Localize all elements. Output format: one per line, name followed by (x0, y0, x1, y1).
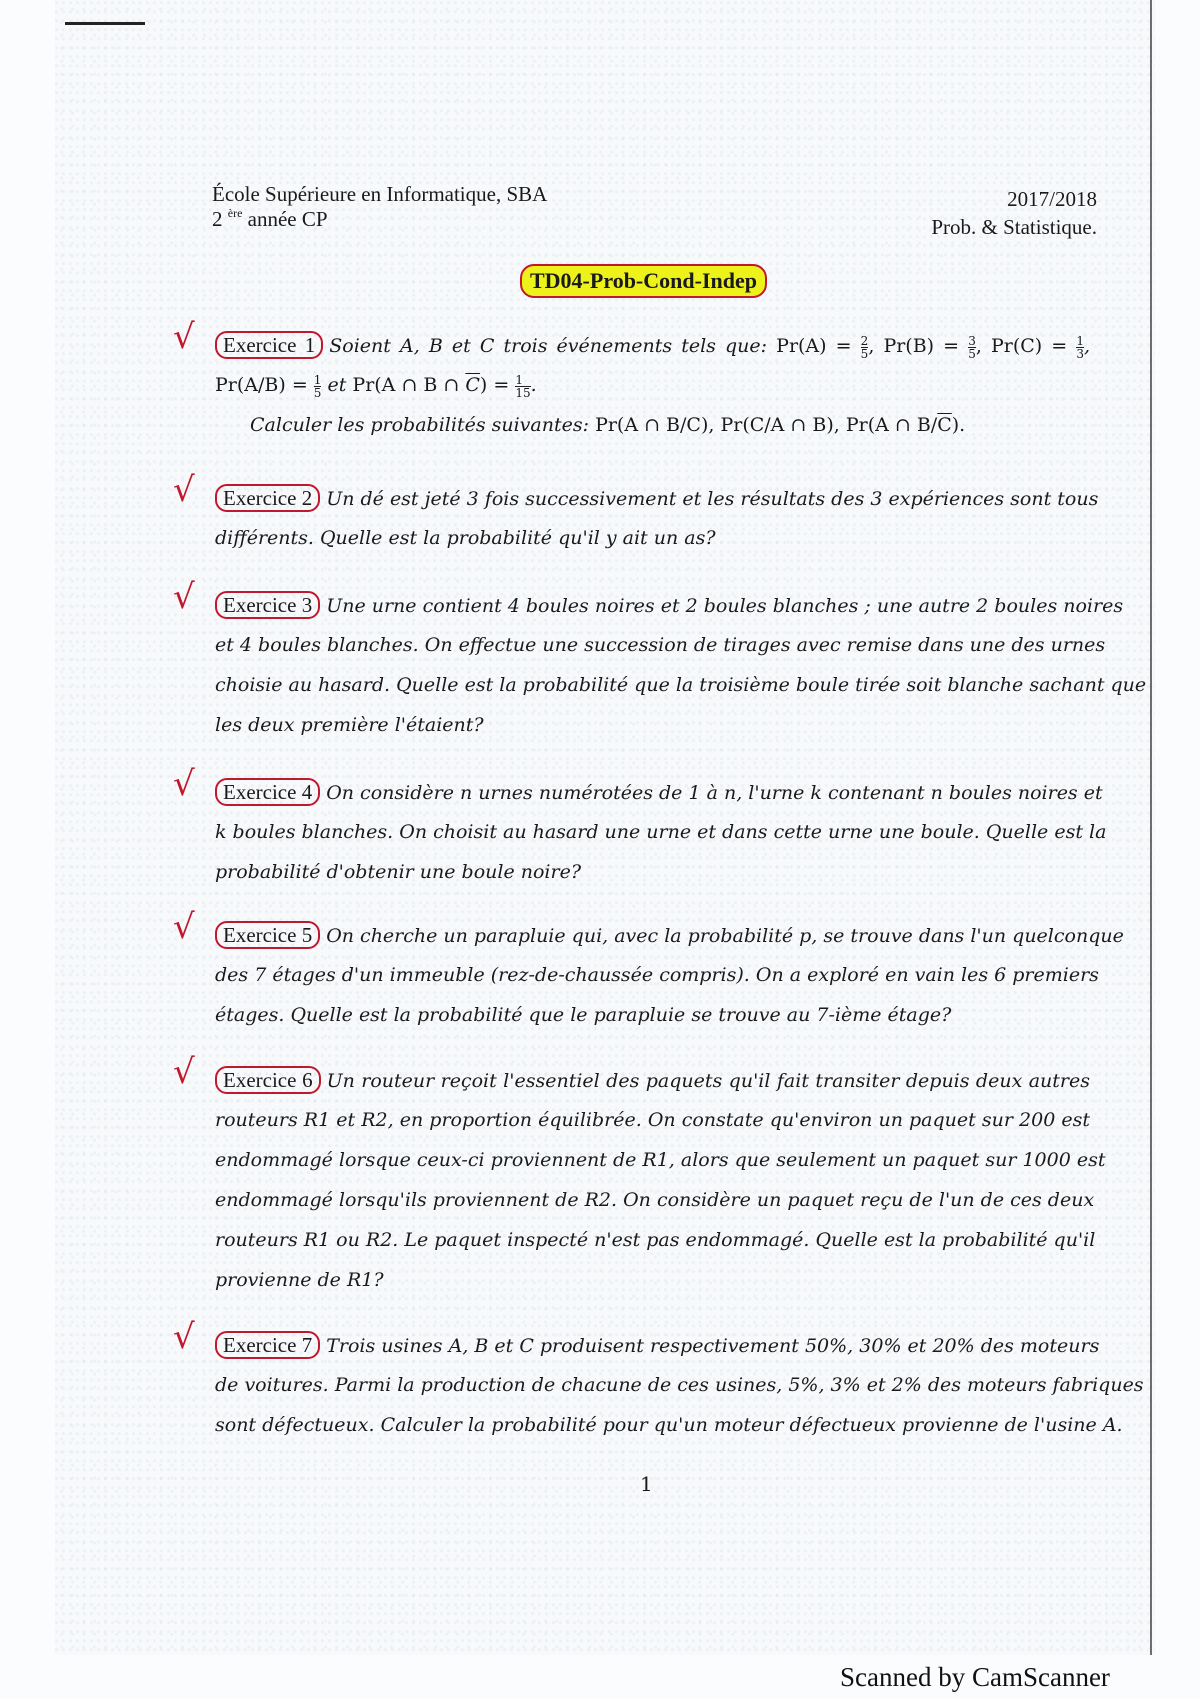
exercise-line (215, 955, 1099, 995)
page-number: 1 (640, 1472, 653, 1496)
pr-b: , Pr(B) = (868, 335, 960, 357)
exercise-line (215, 625, 1106, 665)
exercise-label: Exercice 3 (215, 591, 320, 619)
ex1-intro: Soient A, B et C trois événements tels que: (329, 335, 768, 357)
exercise-5 (173, 907, 1124, 1035)
year-num: 2 (212, 207, 223, 231)
exercise-label: Exercice 6 (215, 1066, 321, 1094)
scanner-watermark: Scanned by CamScanner (840, 1662, 1110, 1692)
pr-abc-end: ) = (479, 374, 510, 396)
check-mark-icon: √ (173, 1317, 195, 1357)
exercise-line (215, 1100, 1090, 1140)
exercise-text: endommagé lorsqu'ils proviennent de R2. On considère un paquet reçu de l'un de ces deux (215, 1189, 1095, 1211)
exercise-text: On cherche un parapluie qui, avec la probabilité p, se trouve dans l'un quelconque (326, 925, 1124, 947)
school-name: École Supérieure en Informatique, SBA (212, 182, 548, 206)
exercise-line (215, 1220, 1096, 1260)
exercise-text: Une urne contient 4 boules noires et 2 boules blanches ; une autre 2 boules noires (326, 595, 1124, 617)
exercise-line (215, 772, 1103, 812)
pr-a: Pr(A) = (776, 335, 852, 357)
exercise-text: endommagé lorsque ceux-ci proviennent de R1, alors que seulement un paquet sur 1000 est (215, 1149, 1106, 1171)
exercise-2 (173, 470, 1099, 558)
worksheet-title: TD04-Prob-Cond-Indep (520, 264, 767, 298)
year-sup: ère (227, 206, 243, 220)
exercise-label: Exercice 1 (215, 331, 323, 359)
check-mark-icon: √ (173, 907, 195, 947)
exercise-line (215, 995, 1090, 1035)
page-edge (1150, 0, 1152, 1655)
c-bar: $\overline{C}$ (937, 414, 952, 436)
pr-a-given-b: Pr(A/B) = (215, 374, 308, 396)
exercise-text: différents. Quelle est la probabilité qu'il y ait un as? (215, 527, 716, 549)
exercise-line (215, 665, 1147, 705)
exercise-text: probabilité d'obtenir une boule noire? (215, 861, 582, 883)
exercise-text: sont défectueux. Calculer la probabilité pour qu'un moteur défectueux provienne de l'usine A. (215, 1414, 1123, 1436)
check-mark-icon: √ (173, 317, 195, 357)
check-mark-icon: √ (173, 1052, 195, 1092)
exercise-text: On considère n urnes numérotées de 1 à n, l'urne k contenant n boules noires et (326, 782, 1103, 804)
exercise-label: Exercice 5 (215, 921, 320, 949)
exercise-line (215, 1325, 1100, 1365)
check-mark-icon: √ (173, 470, 195, 510)
exercise-line (215, 852, 1090, 892)
exercise-text: routeurs R1 et R2, en proportion équilibrée. On constate qu'environ un paquet sur 200 est (215, 1109, 1090, 1131)
academic-year: 2017/2018 (1007, 187, 1097, 211)
check-mark-icon: √ (173, 577, 195, 617)
check-mark-icon: √ (173, 764, 195, 804)
frac: $\frac{1}{5}$ (313, 372, 322, 400)
exercise-label: Exercice 7 (215, 1331, 320, 1359)
exercise-line (215, 518, 1090, 558)
exercise-line (215, 812, 1107, 852)
exercise-text: Un dé est jeté 3 fois successivement et les résultats des 3 expériences sont tous (326, 488, 1099, 510)
exercise-text: étages. Quelle est la probabilité que le parapluie se trouve au 7-ième étage? (215, 1004, 952, 1026)
exercise-text: choisie au hasard. Quelle est la probabilité que la troisième boule tirée soit blanche sachant que (215, 674, 1147, 696)
exercise-line (215, 1260, 1090, 1300)
exercise-label: Exercice 4 (215, 778, 320, 806)
exercise-text: routeurs R1 ou R2. Le paquet inspecté n'est pas endommagé. Quelle est la probabilité qu'il (215, 1229, 1096, 1251)
exercise-line (215, 1180, 1095, 1220)
ex1-calc: Calculer les probabilités suivantes: (250, 414, 590, 436)
exercise-7 (173, 1317, 1144, 1445)
exercise-line (215, 1140, 1106, 1180)
pr-c: , Pr(C) = (975, 335, 1068, 357)
scan-mark (65, 22, 145, 25)
exercise-text: des 7 étages d'un immeuble (rez-de-chaussée compris). On a exploré en vain les 6 premiers (215, 964, 1099, 986)
frac: $\frac{1}{3}$ (1076, 333, 1084, 361)
exercise-line (215, 915, 1124, 955)
exercise-line (215, 705, 1090, 745)
exercise-text: de voitures. Parmi la production de chacune de ces usines, 5%, 3% et 2% des moteurs fabriques (215, 1374, 1144, 1396)
exercise-line (215, 478, 1099, 518)
c-bar: $\overline{C}$ (465, 374, 480, 396)
frac: $\frac{2}{5}$ (860, 333, 869, 361)
frac: $\frac{1}{15}$ (515, 372, 531, 400)
class-year (212, 206, 328, 232)
exercise-6 (173, 1052, 1106, 1300)
exercise-line (215, 1365, 1144, 1405)
exercise-line (215, 585, 1124, 625)
exercise-line (215, 1060, 1090, 1100)
pr-abc: Pr(A ∩ B ∩ (352, 374, 466, 396)
frac: $\frac{3}{5}$ (968, 333, 976, 361)
exercise-text: Trois usines A, B et C produisent respectivement 50%, 30% et 20% des moteurs (326, 1335, 1100, 1357)
year-rest: année CP (247, 207, 328, 231)
ex1-q-end: ). (951, 414, 966, 436)
exercise-line (215, 1405, 1123, 1445)
exercise-label: Exercice 2 (215, 484, 320, 512)
exercise-text: provienne de R1? (215, 1269, 384, 1291)
exercise-text: et 4 boules blanches. On effectue une succession de tirages avec remise dans une des urnes (215, 634, 1106, 656)
exercise-text: Un routeur reçoit l'essentiel des paquets qu'il fait transiter depuis deux autres (326, 1070, 1090, 1092)
exercise-1: √ Exercice 1 Soient A, B et C trois événements tels que: Pr(A) = $\frac{2}{5}$ , Pr(B) = $\frac{3}{5}$ , Pr(C) = $\frac{1}{3}$ , Pr(A/B) = $\frac{1}{5}$ et Pr(A ∩ B ∩ $\overline{C}$) = $\frac{1}{15}$ . Calculer les probabilités suivantes: Pr(A ∩ B/C), Pr(C/A ∩ B), Pr(A ∩ $B/\overline{C}$). (173, 317, 1090, 436)
exercise-4 (173, 764, 1107, 892)
ex1-questions: Pr(A ∩ B/C), Pr(C/A ∩ B), Pr(A ∩ B/ (595, 414, 938, 436)
et: et (321, 374, 353, 396)
course-name: Prob. & Statistique. (931, 215, 1097, 239)
exercise-3 (173, 577, 1147, 745)
exercise-text: les deux première l'étaient? (215, 714, 484, 736)
exercise-text: k boules blanches. On choisit au hasard une urne et dans cette urne une boule. Quelle est la (215, 821, 1107, 843)
